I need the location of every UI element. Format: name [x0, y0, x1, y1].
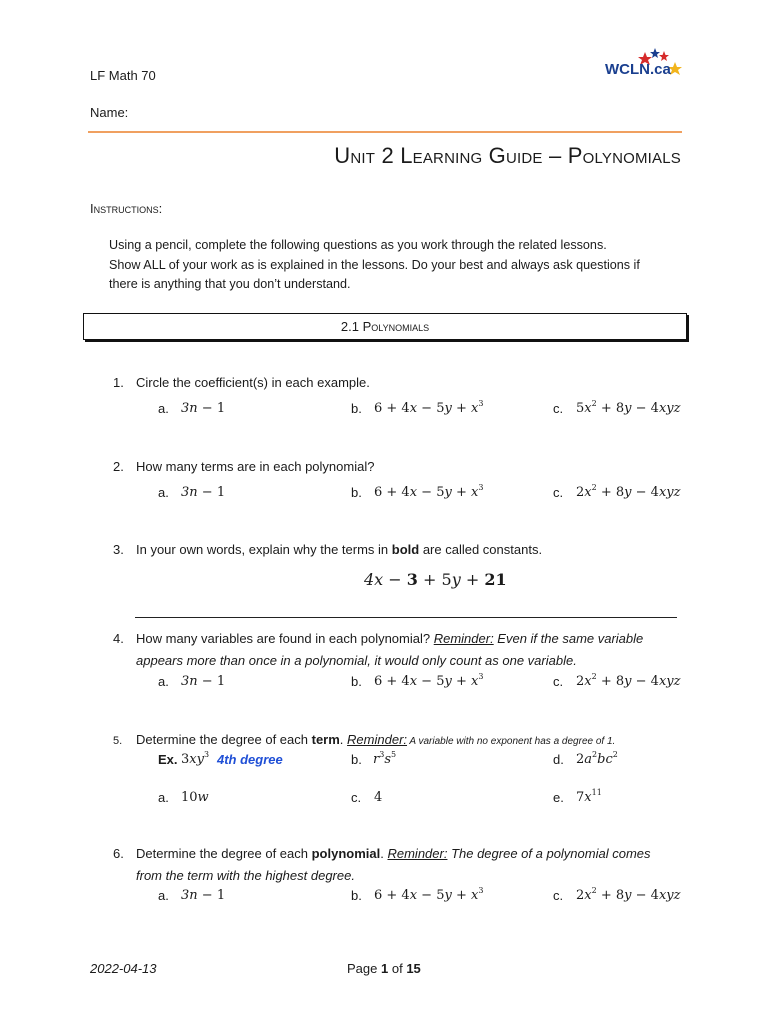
q3-expression: 4x − 3 + 5y + 21: [364, 570, 507, 589]
q4-c-label: c.: [553, 674, 564, 689]
question-number: 3.: [113, 542, 124, 557]
q5-b-label: b.: [351, 752, 362, 767]
instructions-heading: Instructions:: [90, 201, 163, 216]
wcln-logo: [603, 46, 683, 82]
logo-text: WCLN.ca: [605, 61, 671, 78]
question-number: 5.: [113, 735, 123, 747]
bold-word: bold: [391, 542, 420, 557]
question-6: [113, 844, 651, 864]
question-text: How many variables are found in each polynomial?: [136, 631, 434, 646]
q2-a-expr: 3n − 1: [181, 485, 226, 500]
reminder-text: A variable with no exponent has a degree of 1.: [407, 736, 616, 747]
footer-date: 2022-04-13: [90, 961, 157, 976]
question-3: [113, 540, 542, 560]
bold-word: term: [311, 732, 340, 747]
q2-a-label: a.: [158, 485, 169, 500]
page-indicator: [347, 961, 421, 976]
header-rule: [88, 131, 682, 133]
question-text-end: are called constants.: [419, 542, 543, 557]
q6-a-label: a.: [158, 888, 169, 903]
of-word: of: [391, 961, 403, 976]
section-header: [83, 313, 687, 340]
q4-a-expr: 3n − 1: [181, 674, 226, 689]
section-name: Polynomials: [362, 319, 430, 334]
page-number: 1: [381, 961, 389, 976]
q6-b-expr: $6 + 4x - 5y + x^3$: [374, 886, 484, 903]
q5-c-label: c.: [351, 790, 362, 805]
q1-a-expr: 3n − 1: [181, 401, 226, 416]
q4-c-expr: $2x^2 + 8y - 4xyz$: [576, 672, 681, 689]
reminder-text: Even if the same variable: [493, 631, 644, 646]
name-label: Name:: [90, 105, 129, 120]
q5-a-expr: 10w: [181, 790, 209, 805]
instructions-body: [109, 236, 681, 295]
instructions-line: Show ALL of your work as is explained in the lessons. Do your best and always ask questions if: [109, 257, 640, 272]
reminder-label: Reminder:: [433, 631, 494, 646]
question-2: [113, 457, 374, 477]
reminder-label: Reminder:: [387, 846, 448, 861]
q1-b-expr: $6 + 4x - 5y + x^3$: [374, 399, 484, 416]
title-dash: –: [548, 143, 562, 168]
q2-c-label: c.: [553, 485, 564, 500]
q6-b-label: b.: [351, 888, 362, 903]
question-text: In your own words, explain why the terms in: [136, 542, 392, 557]
q5-c-expr: 4: [374, 790, 383, 805]
q4-b-expr: $6 + 4x - 5y + x^3$: [374, 672, 484, 689]
example-expr: $3xy^3$: [181, 750, 210, 767]
q1-b-label: b.: [351, 401, 362, 416]
instructions-line: Using a pencil, complete the following questions as you work through the related lessons.: [109, 238, 607, 252]
title-prefix: Unit 2 Learning Guide: [334, 143, 543, 168]
question-number: 6.: [113, 846, 124, 861]
question-1: [113, 373, 370, 393]
bold-word: polynomial: [311, 846, 381, 861]
q1-c-label: c.: [553, 401, 564, 416]
example-answer: 4th degree: [217, 752, 283, 767]
question-number: 2.: [113, 459, 124, 474]
section-title: [84, 314, 686, 339]
question-number: 1.: [113, 375, 124, 390]
answer-line: [135, 617, 677, 618]
q1-c-expr: $5x^2 + 8y - 4xyz$: [576, 399, 681, 416]
page-total: 15: [406, 961, 421, 976]
q1-a-label: a.: [158, 401, 169, 416]
example-label: Ex.: [158, 752, 178, 767]
title-topic: Polynomials: [567, 143, 681, 168]
question-text: Determine the degree of each: [136, 846, 312, 861]
course-label: LF Math 70: [90, 68, 156, 83]
q5-d-label: d.: [553, 752, 564, 767]
page-word: Page: [347, 961, 378, 976]
q5-b-expr: $r^3s^5$: [373, 750, 397, 767]
q4-a-label: a.: [158, 674, 169, 689]
section-number: 2.1: [340, 319, 359, 334]
question-dot: .: [380, 846, 384, 861]
question-5: [113, 730, 615, 752]
reminder-label: Reminder:: [347, 732, 408, 747]
q6-a-expr: 3n − 1: [181, 888, 226, 903]
q5-a-label: a.: [158, 790, 169, 805]
question-dot: .: [339, 732, 344, 747]
q2-b-label: b.: [351, 485, 362, 500]
reminder-text: The degree of a polynomial comes: [447, 846, 651, 861]
q2-c-expr: $2x^2 + 8y - 4xyz$: [576, 483, 681, 500]
question-6-line2: from the term with the highest degree.: [136, 868, 355, 883]
q5-e-label: e.: [553, 790, 564, 805]
question-4-line2: appears more than once in a polynomial, it would only count as one variable.: [136, 653, 577, 668]
question-4: [113, 629, 643, 649]
q4-b-label: b.: [351, 674, 362, 689]
q5-d-expr: $2a^2bc^2$: [576, 750, 618, 767]
question-text: Circle the coefficient(s) in each example.: [136, 375, 370, 390]
instructions-line: there is anything that you don’t understand.: [109, 277, 351, 291]
question-number: 4.: [113, 631, 124, 646]
q6-c-label: c.: [553, 888, 564, 903]
q2-b-expr: $6 + 4x - 5y + x^3$: [374, 483, 484, 500]
question-text: How many terms are in each polynomial?: [136, 459, 375, 474]
q6-c-expr: $2x^2 + 8y - 4xyz$: [576, 886, 681, 903]
page-title: [334, 143, 681, 169]
q5-e-expr: $7x^{11}$: [576, 788, 602, 805]
question-text: Determine the degree of each: [136, 732, 312, 747]
